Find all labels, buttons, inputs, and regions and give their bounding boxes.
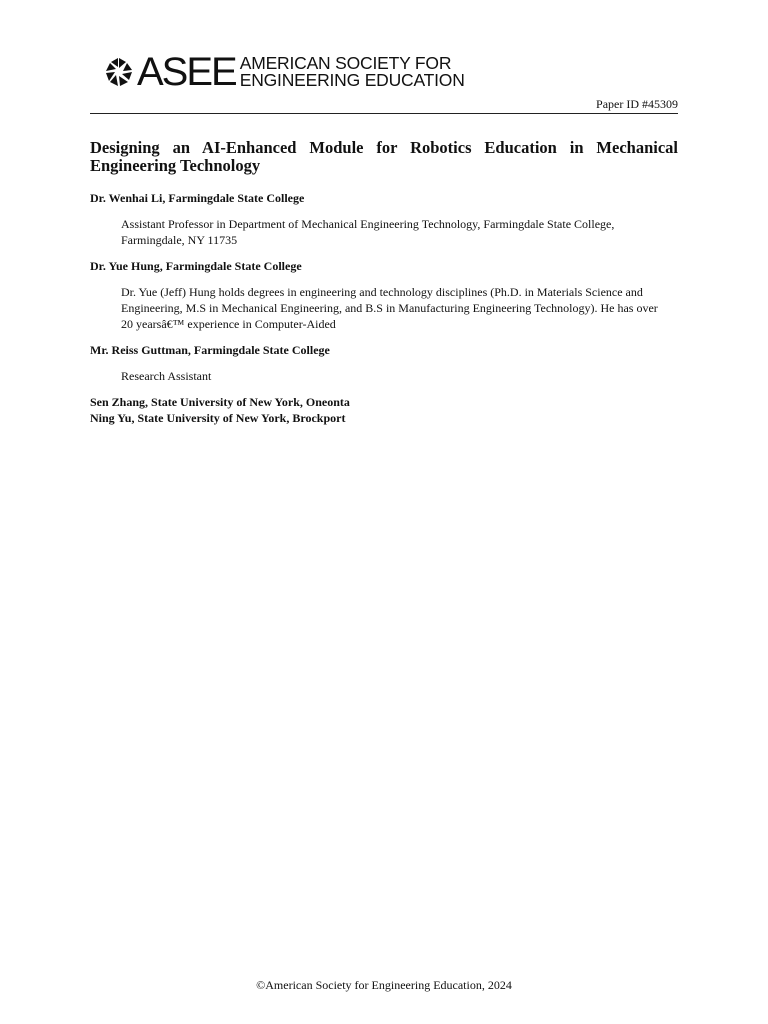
organization-name — [240, 55, 465, 89]
asee-emblem-icon — [104, 57, 134, 87]
author-bio: Research Assistant — [121, 369, 212, 383]
asee-logo — [104, 52, 465, 92]
author-name: Dr. Wenhai Li, Farmingdale State College — [90, 191, 305, 205]
author-entry — [90, 258, 678, 332]
author-name: Ning Yu, State University of New York, Brockport — [90, 411, 346, 425]
organization-name-line-1: AMERICAN SOCIETY FOR — [239, 53, 452, 73]
author-name: Mr. Reiss Guttman, Farmingdale State College — [90, 343, 330, 357]
author-bio: Dr. Yue (Jeff) Hung holds degrees in engineering and technology disciplines (Ph.D. in Materials Science and Engineering, M.S in Mechanical Engineering, and B.S in Manufacturing Engineering Technology). He has over 20 yearsâ€™ experience in Computer-Aided — [121, 285, 658, 331]
author-bio: Assistant Professor in Department of Mechanical Engineering Technology, Farmingdale State College, Farmingdale, NY 11735 — [121, 217, 615, 247]
paper-id: Paper ID #45309 — [596, 97, 678, 111]
author-entry — [90, 190, 678, 248]
organization-name-line-2: ENGINEERING EDUCATION — [239, 70, 465, 90]
author-entry — [90, 342, 678, 384]
header-divider — [90, 113, 678, 114]
copyright-footer: ©American Society for Engineering Education, 2024 — [256, 978, 512, 992]
author-name: Dr. Yue Hung, Farmingdale State College — [90, 259, 302, 273]
author-list — [90, 190, 678, 426]
asee-wordmark: ASEE — [137, 50, 236, 94]
paper-title: Designing an AI-Enhanced Module for Robotics Education in Mechanical Engineering Technology — [90, 138, 678, 175]
author-name: Sen Zhang, State University of New York, Oneonta — [90, 395, 350, 409]
